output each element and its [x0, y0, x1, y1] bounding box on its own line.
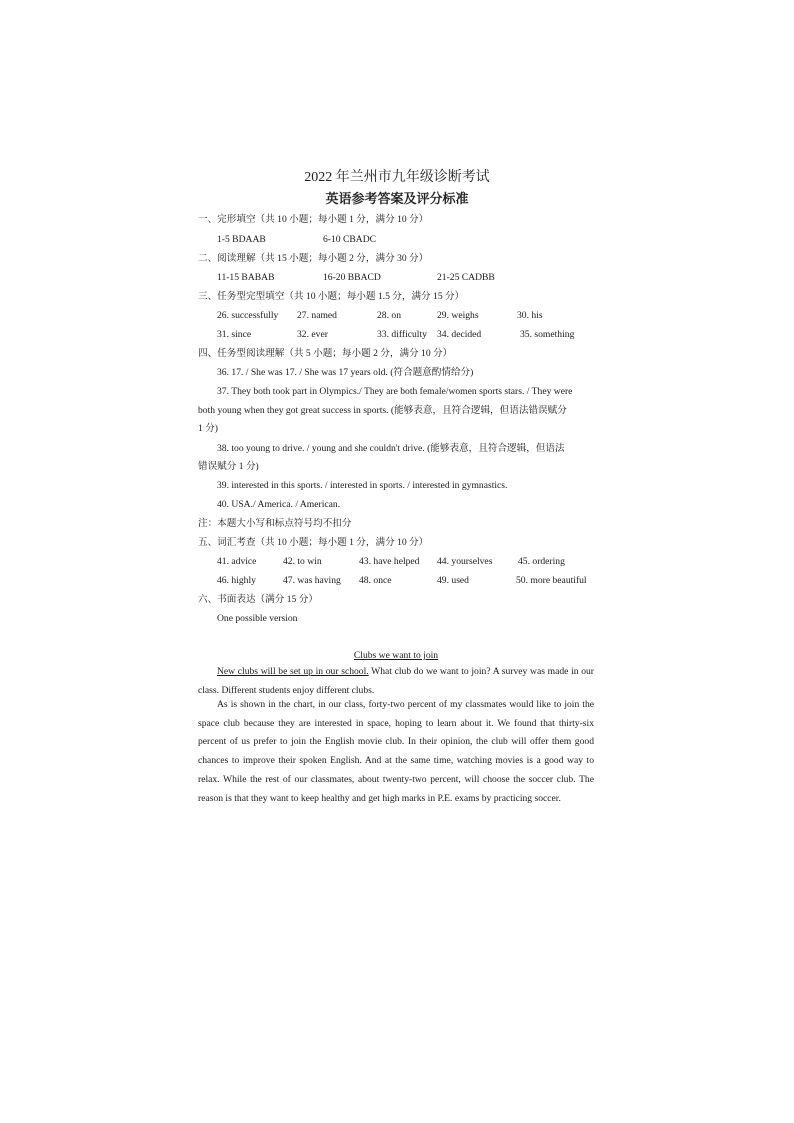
- answer-16-20: 16-20 BBACD: [323, 272, 381, 283]
- answer-6-10: 6-10 CBADC: [323, 234, 377, 245]
- section-4-heading: 四、任务型阅读理解（共 5 小题；每小题 2 分，满分 10 分）: [198, 348, 453, 359]
- answer-34: 34. decided: [437, 329, 482, 340]
- answer-42: 42. to win: [283, 556, 322, 567]
- exam-subtitle: 英语参考答案及评分标准: [325, 192, 469, 207]
- answer-39: 39. interested in this sports. / interested in sports. / interested in gymnastics.: [217, 480, 508, 491]
- answer-38-line-2: 错误赋分 1 分): [198, 461, 259, 472]
- answer-27: 27. named: [297, 310, 337, 321]
- section-2-heading: 二、阅读理解（共 15 小题；每小题 2 分，满分 30 分）: [198, 253, 429, 264]
- answer-38-line-1: 38. too young to drive. / young and she couldn't drive. (能够表意，且符合逻辑，但语法: [217, 443, 565, 454]
- answer-37-line-2: both young when they got great success in sports. (能够表意，且符合逻辑，但语法错误赋分: [198, 405, 567, 416]
- answer-1-5: 1-5 BDAAB: [217, 234, 266, 245]
- answer-33: 33. difficulty: [377, 329, 427, 340]
- answer-46: 46. highly: [217, 575, 256, 586]
- exam-title: 2022 年兰州市九年级诊断考试: [304, 170, 490, 185]
- answer-30: 30. his: [517, 310, 543, 321]
- essay-paragraph-2: As is shown in the chart, in our class, forty-two percent of my classmates would like to join the space club because they are interested in space, hoping to learn about it. We found that thirty-six percent of us prefer to join the English movie club. In their opinion, the club will offer them good chances to improve their spoken English. And at the same time, watching movies is a good way to relax. While the rest of our classmates, about twenty-two percent, will choose the soccer club. The reason is that they want to keep healthy and get high marks in P.E. exams by practicing soccer.: [198, 699, 594, 804]
- answer-50: 50. more beautiful: [516, 575, 587, 586]
- answer-45: 45. ordering: [518, 556, 565, 567]
- answer-49: 49. used: [437, 575, 469, 586]
- answer-26: 26. successfully: [217, 310, 279, 321]
- answer-31: 31. since: [217, 329, 252, 340]
- section-6-heading: 六、书面表达（满分 15 分）: [198, 594, 318, 605]
- answer-41: 41. advice: [217, 556, 257, 567]
- answer-48: 48. once: [359, 575, 392, 586]
- answer-35: 35. something: [520, 329, 575, 340]
- answer-21-25: 21-25 CADBB: [437, 272, 495, 283]
- section-1-heading: 一、完形填空（共 10 小题；每小题 1 分，满分 10 分）: [198, 214, 429, 225]
- answer-32: 32. ever: [297, 329, 328, 340]
- answer-37-line-1: 37. They both took part in Olympics./ They are both female/women sports stars. / They were: [217, 386, 573, 397]
- answer-11-15: 11-15 BABAB: [217, 272, 275, 283]
- answer-44: 44. yourselves: [437, 556, 493, 567]
- section-3-heading: 三、任务型完型填空（共 10 小题；每小题 1.5 分，满分 15 分）: [198, 291, 465, 302]
- essay-paragraph-1-rest: What club do we want to join? A survey was made in our class. Different students enjoy different clubs.: [198, 666, 594, 696]
- possible-version-label: One possible version: [217, 613, 298, 624]
- answer-40: 40. USA./ America. / American.: [217, 499, 341, 510]
- answer-47: 47. was having: [283, 575, 341, 586]
- answer-29: 29. weighs: [437, 310, 479, 321]
- answer-36: 36. 17. / She was 17. / She was 17 years old. (符合题意酌情给分): [217, 367, 474, 378]
- answer-28: 28. on: [377, 310, 401, 321]
- answer-37-line-3: 1 分): [198, 423, 218, 434]
- answer-43: 43. have helped: [359, 556, 420, 567]
- essay-title: Clubs we want to join: [353, 650, 439, 661]
- section-4-note: 注：本题大小写和标点符号均不扣分: [198, 518, 352, 529]
- section-5-heading: 五、词汇考查（共 10 小题；每小题 1 分，满分 10 分）: [198, 537, 429, 548]
- essay-paragraph-1-underlined: New clubs will be set up in our school.: [217, 666, 369, 677]
- essay-paragraph-1: [198, 663, 594, 700]
